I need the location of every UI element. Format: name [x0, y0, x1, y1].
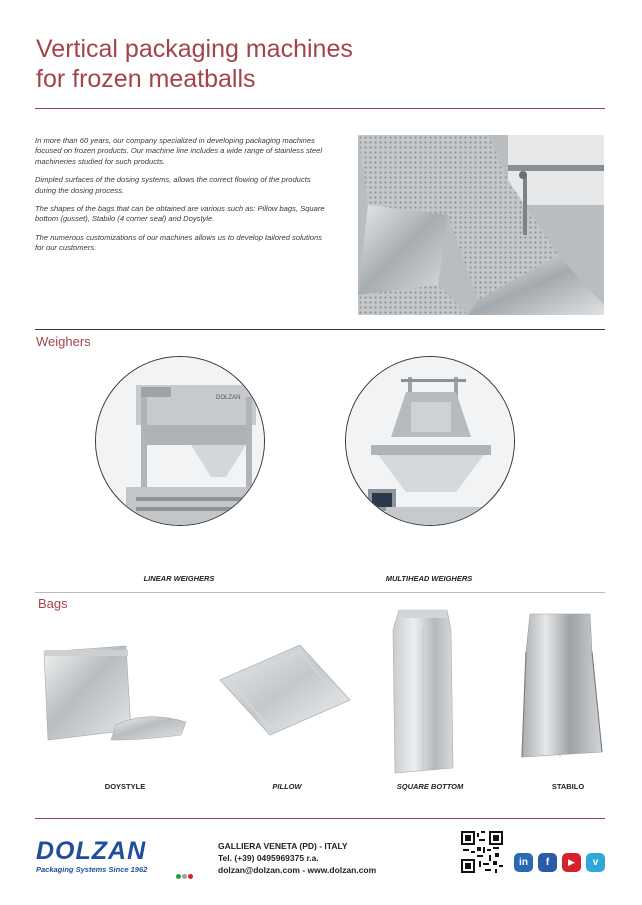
- linear-weigher-image: [95, 356, 265, 526]
- bags-divider: [35, 592, 605, 593]
- title-divider: [35, 108, 605, 109]
- youtube-icon[interactable]: ▶: [562, 853, 581, 872]
- square-bottom-bag-image: [385, 608, 465, 776]
- weighers-section-title: Weighers: [36, 334, 91, 349]
- pillow-bag-image: [215, 640, 355, 740]
- vimeo-icon[interactable]: v: [586, 853, 605, 872]
- pillow-caption: PILLOW: [272, 782, 302, 791]
- stabilo-caption: STABILO: [551, 782, 585, 791]
- contact-info: [218, 840, 376, 876]
- red-dot-icon: [188, 874, 193, 879]
- title-line-2: for frozen meatballs: [36, 65, 256, 93]
- grey-dot-icon: [182, 874, 187, 879]
- logo-dots: [176, 866, 194, 884]
- intro-text: [35, 136, 331, 262]
- stabilo-bag-image: [520, 612, 604, 762]
- intro-paragraph-3: The shapes of the bags that can be obtained are various such as: Pillow bags, Square bottom (gusset), Stabilo (4 corner seal) and Doystyle.: [35, 204, 325, 224]
- multihead-weighers-caption: MULTIHEAD WEIGHERS: [385, 574, 473, 583]
- title-line-1: Vertical packaging machines: [36, 35, 353, 63]
- footer-divider: [35, 818, 605, 819]
- doystyle-caption: DOYSTYLE: [104, 782, 146, 791]
- doystyle-bag-image: [36, 640, 196, 750]
- linear-weighers-caption: LINEAR WEIGHERS: [143, 574, 215, 583]
- green-dot-icon: [176, 874, 181, 879]
- logo-tagline: Packaging Systems Since 1962: [36, 865, 148, 874]
- qr-code-icon[interactable]: [461, 831, 503, 873]
- intro-paragraph-1: In more than 60 years, our company specialized in developing packaging machines focused on frozen products. Our machine line includes a wide range of stainless steel machineries studied for such products.: [35, 136, 323, 166]
- multihead-weigher-image: [345, 356, 515, 526]
- dimpled-weigher-photo: [358, 135, 604, 315]
- intro-paragraph-2: Dimpled surfaces of the dosing systems, allows the correct flowing of the products during the dosing process.: [35, 175, 311, 195]
- linkedin-icon[interactable]: in: [514, 853, 533, 872]
- page-title: [36, 34, 576, 94]
- weigher-brand-plate: DOLZAN: [216, 395, 241, 401]
- email-web-text[interactable]: dolzan@dolzan.com - www.dolzan.com: [218, 865, 377, 875]
- intro-paragraph-4: The numerous customizations of our machines allows us to develop tailored solutions for our customers.: [35, 232, 323, 253]
- phone-text: Tel. (+39) 0495969375 r.a.: [218, 853, 319, 863]
- address-text: GALLIERA VENETA (PD) - ITALY: [218, 841, 348, 851]
- square-bottom-caption: SQUARE BOTTOM: [396, 782, 464, 791]
- weighers-divider: [35, 329, 605, 330]
- dolzan-logo: DOLZAN: [36, 837, 147, 865]
- bags-section-title: Bags: [38, 596, 68, 611]
- facebook-icon[interactable]: f: [538, 853, 557, 872]
